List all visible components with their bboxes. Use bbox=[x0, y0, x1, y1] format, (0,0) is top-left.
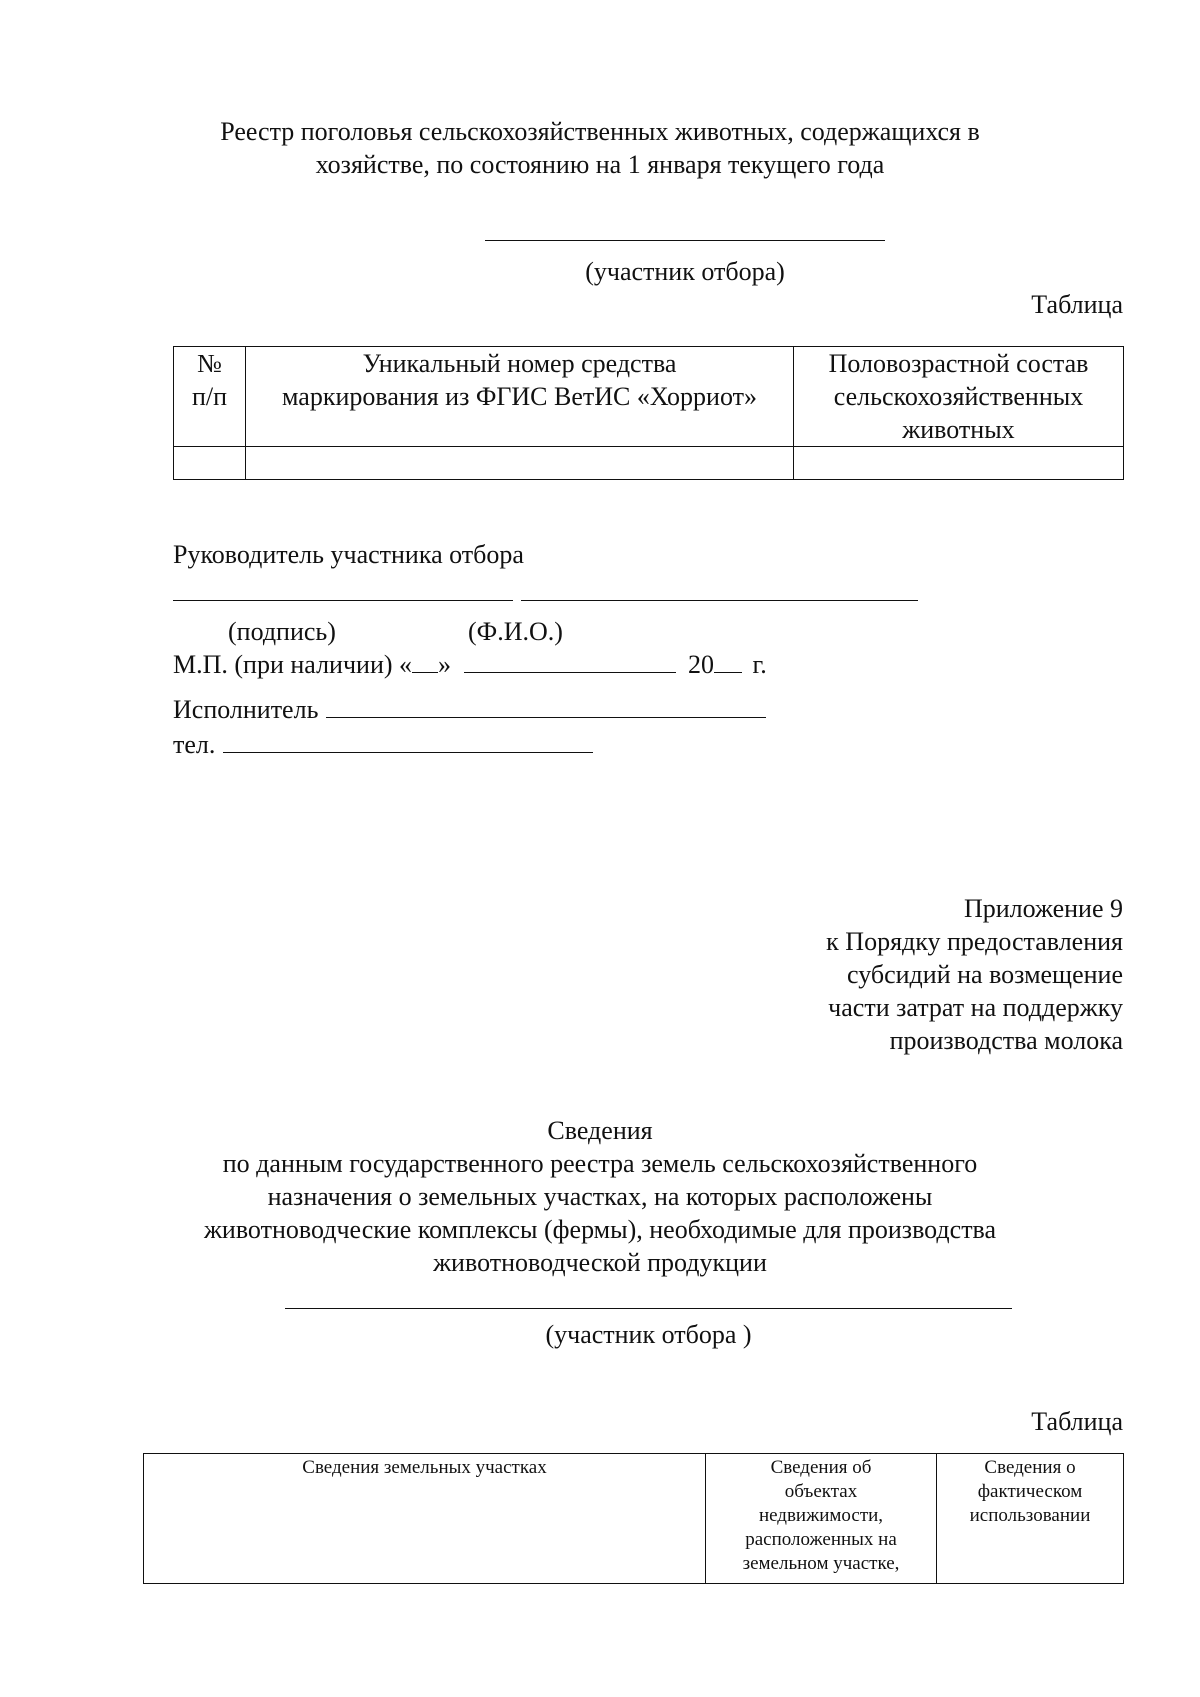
registry-title: Реестр поголовья сельскохозяйственных животных, содержащихся в хозяйстве, по состоянию на 1 января текущего года bbox=[220, 117, 980, 179]
table-cell[interactable] bbox=[246, 447, 794, 480]
year-blank[interactable] bbox=[714, 652, 742, 673]
table-header-row bbox=[144, 1454, 1124, 1584]
month-blank[interactable] bbox=[464, 652, 676, 673]
header-number: № п/п bbox=[174, 347, 246, 447]
executor-blank[interactable] bbox=[326, 695, 766, 718]
header-composition: Половозрастной состав сельскохозяйственных животных bbox=[794, 347, 1124, 447]
phone-line: тел. bbox=[173, 728, 593, 761]
signature-line[interactable] bbox=[173, 600, 513, 601]
table-row bbox=[174, 447, 1124, 480]
header-marking-number: Уникальный номер средства маркирования из ФГИС ВетИС «Хорриот» bbox=[246, 347, 794, 447]
participant-caption-2: (участник отбора ) bbox=[545, 1320, 752, 1349]
participant-caption: (участник отбора) bbox=[585, 257, 785, 286]
animals-table bbox=[173, 346, 1124, 480]
table-cell[interactable] bbox=[794, 447, 1124, 480]
signature-caption: (подпись) bbox=[228, 617, 336, 646]
land-table bbox=[143, 1453, 1124, 1584]
header-actual-use: Сведения о фактическом использовании bbox=[937, 1454, 1124, 1584]
info-title: Сведения по данным государственного реестра земель сельскохозяйственного назначения о земельных участках, на которых расположены животноводческие комплексы (фермы), необходимые для производства животноводческой продукции bbox=[203, 1116, 997, 1277]
header-real-estate: Сведения об объектах недвижимости, расположенных на земельном участке, bbox=[706, 1454, 937, 1584]
fio-caption: (Ф.И.О.) bbox=[468, 617, 563, 646]
fio-line[interactable] bbox=[521, 600, 918, 601]
phone-blank[interactable] bbox=[223, 730, 593, 753]
stamp-date-line: М.П. (при наличии) « » 20 г. bbox=[173, 650, 767, 679]
participant-line-2 bbox=[285, 1308, 1012, 1309]
participant-line bbox=[485, 240, 885, 241]
executor-line: Исполнитель bbox=[173, 693, 766, 726]
table-cell[interactable] bbox=[174, 447, 246, 480]
header-land-plots: Сведения земельных участках bbox=[144, 1454, 706, 1584]
table-label-2: Таблица bbox=[1031, 1407, 1123, 1436]
table-label: Таблица bbox=[1031, 290, 1123, 319]
head-label: Руководитель участника отбора bbox=[173, 540, 524, 569]
appendix-block: Приложение 9 к Порядку предоставления субсидий на возмещение части затрат на поддержку производства молока bbox=[826, 894, 1123, 1055]
day-blank[interactable] bbox=[412, 652, 438, 673]
table-header-row bbox=[174, 347, 1124, 447]
